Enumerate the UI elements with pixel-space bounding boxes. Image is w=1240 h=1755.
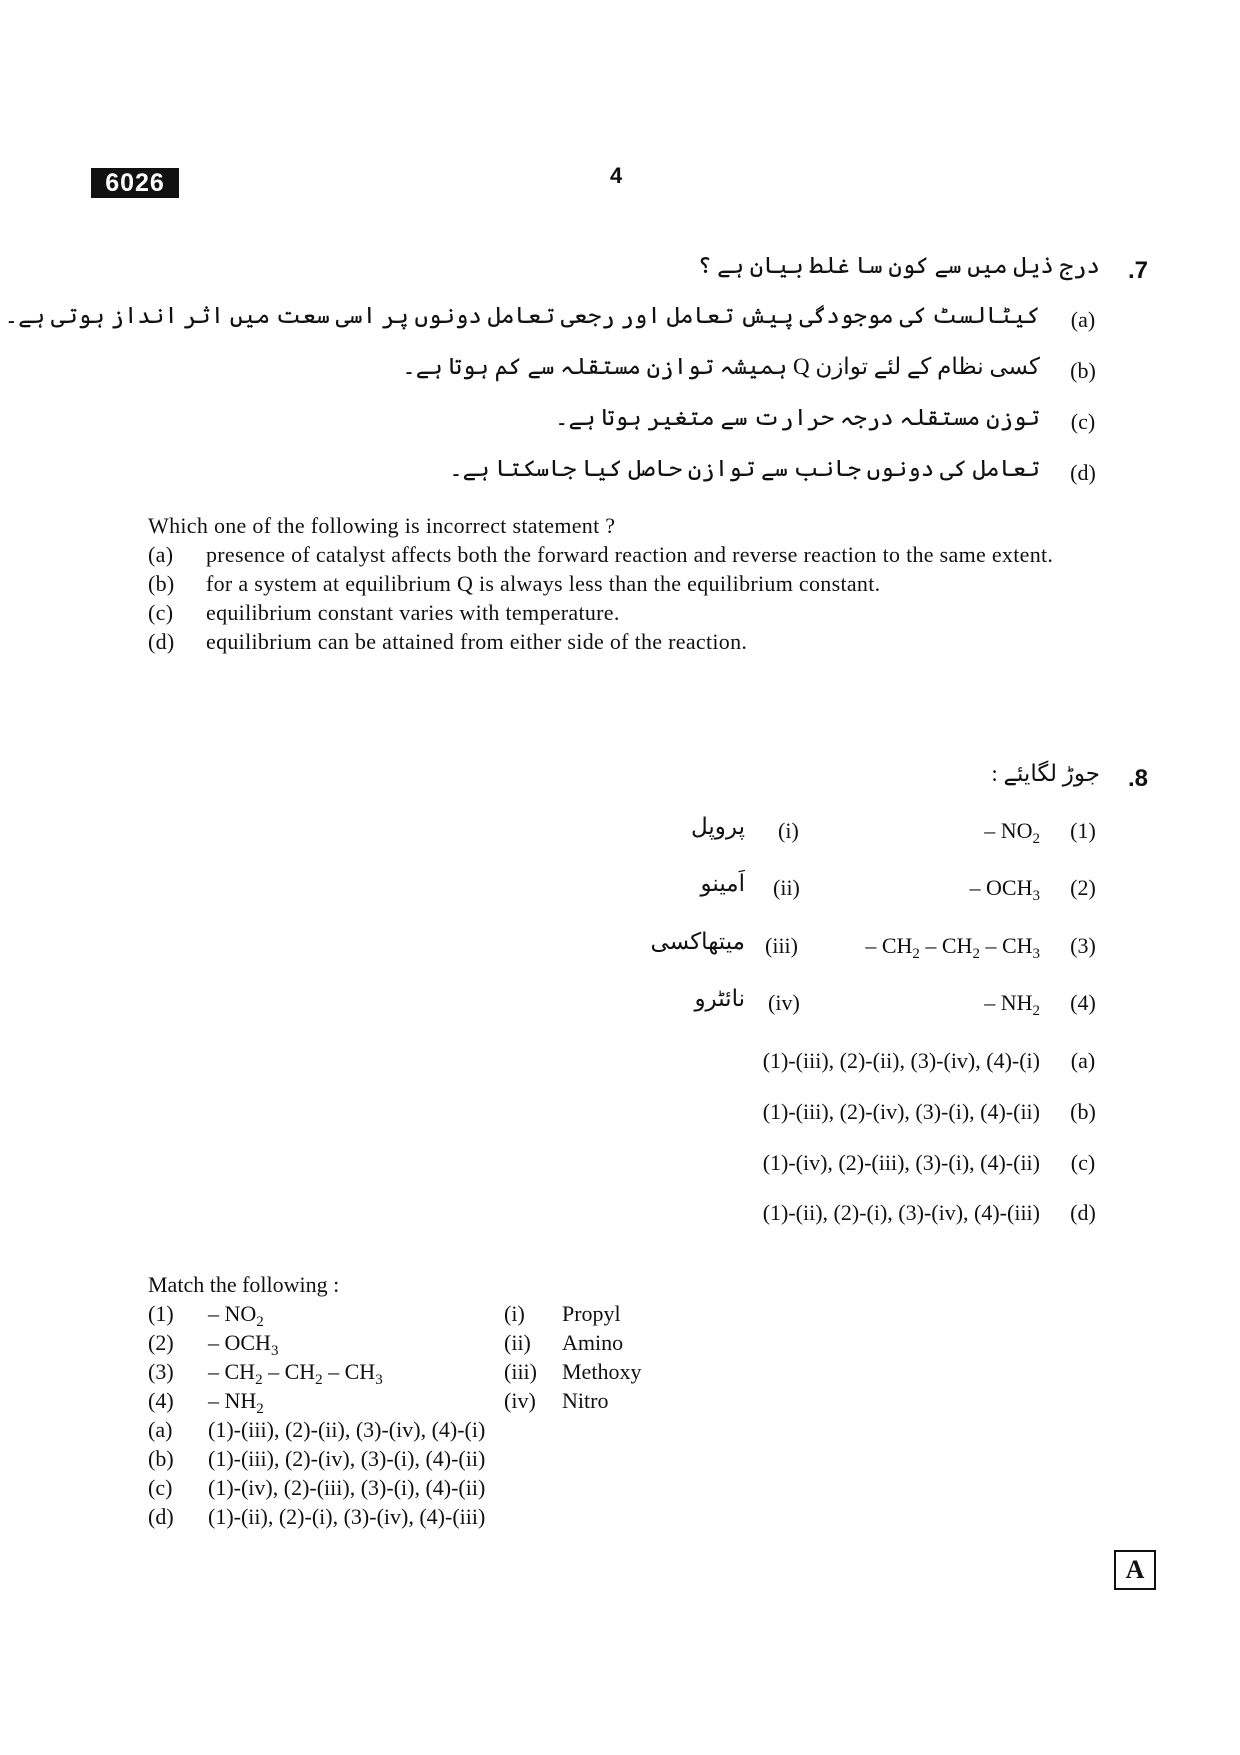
q7-english-question: Which one of the following is incorrect statement ? — [148, 513, 616, 538]
q8-urdu-option-a-label: (a) — [1070, 1048, 1096, 1073]
q8-english-row2-roman: (ii) — [504, 1330, 531, 1355]
page-number: 4 — [610, 163, 623, 188]
q7-urdu-option-a-text: کیٹالسٹ کی موجودگی پیش تعامل اور رجعی تعامل دونوں پر اسی سعت میں اثر انداز ہوتی ہے۔ — [4, 303, 1040, 328]
question-8-number: .8 — [1128, 765, 1149, 792]
q8-english-option-d-label: (d) — [148, 1504, 174, 1529]
q8-urdu-row3-roman: (iii) — [765, 933, 798, 958]
q8-english-question: Match the following : — [148, 1272, 340, 1297]
q8-english-option-c-text: (1)-(iv), (2)-(iii), (3)-(i), (4)-(ii) — [208, 1475, 486, 1500]
q7-english-option-a — [148, 540, 1098, 569]
q7-english-block — [148, 511, 1098, 656]
q7-urdu-option-b-text: کسی نظام کے لئے توازن Q ہمیشہ توازن مستقلہ سے کم ہوتا ہے۔ — [402, 354, 1040, 379]
q8-urdu-row3-group: – $CH_2 - CH_2 - CH_3$ — [865, 933, 1040, 962]
q8-english-option-d-text: (1)-(ii), (2)-(i), (3)-(iv), (4)-(iii) — [208, 1504, 486, 1529]
q7-english-option-c-text: equilibrium constant varies with temperature. — [206, 600, 620, 625]
q8-english-row3-num: (3) — [148, 1359, 174, 1384]
q8-english-option-b — [148, 1446, 668, 1474]
q7-english-option-d-text: equilibrium can be attained from either side of the reaction. — [206, 629, 748, 654]
q8-english-row3-name: Methoxy — [562, 1359, 642, 1384]
q8-english-option-c — [148, 1475, 668, 1503]
q7-urdu-option-d-text: تعامل کی دونوں جانب سے توازن حاصل کیا جاسکتا ہے۔ — [449, 456, 1040, 481]
q8-english-row1-roman: (i) — [504, 1301, 525, 1326]
q7-english-option-c — [148, 598, 1098, 627]
q8-urdu-row4-group: – $NH_2$ — [984, 990, 1040, 1019]
q8-urdu-row1-num: (1) — [1070, 818, 1096, 843]
q8-urdu-row3-name: میتھاکسی — [650, 929, 745, 954]
q7-urdu-option-c-text: توزن مستقلہ درجہ حرارت سے متغیر ہوتا ہے۔ — [555, 405, 1040, 430]
q8-english-row4-num: (4) — [148, 1388, 174, 1413]
q8-english-row1-name: Propyl — [562, 1301, 621, 1326]
q8-urdu-row4-roman: (iv) — [768, 990, 800, 1015]
q7-english-option-d-label: (d) — [148, 629, 175, 654]
q8-english-option-a-label: (a) — [148, 1417, 173, 1442]
q8-english-row1-group: – $NO_2$ — [208, 1301, 264, 1330]
q8-urdu-option-a-text: (1)-(iii), (2)-(ii), (3)-(iv), (4)-(i) — [762, 1048, 1040, 1073]
q8-urdu-row2-name: اَمینو — [700, 871, 745, 896]
q8-urdu-row1-group: – $NO_2$ — [984, 818, 1040, 847]
q8-urdu-option-b-text: (1)-(iii), (2)-(iv), (3)-(i), (4)-(ii) — [762, 1099, 1040, 1124]
q7-urdu-option-c-label: (c) — [1070, 409, 1096, 434]
q7-english-option-d — [148, 627, 1098, 656]
q8-urdu-row2-group: – $OCH_3$ — [969, 875, 1040, 904]
q8-english-option-c-label: (c) — [148, 1475, 173, 1500]
q8-english-option-b-text: (1)-(iii), (2)-(iv), (3)-(i), (4)-(ii) — [208, 1446, 486, 1471]
q8-urdu-option-c-label: (c) — [1070, 1150, 1096, 1175]
q8-english-row3-group: – $CH_2 - CH_2 - CH_3$ — [208, 1359, 383, 1388]
q7-english-option-c-label: (c) — [148, 600, 174, 625]
q8-english-row4 — [148, 1388, 668, 1416]
q7-urdu-option-d-label: (d) — [1070, 460, 1096, 485]
q8-english-option-a-text: (1)-(iii), (2)-(ii), (3)-(iv), (4)-(i) — [208, 1417, 486, 1442]
q8-english-row3 — [148, 1359, 668, 1387]
q7-urdu-option-a-label: (a) — [1070, 307, 1096, 332]
q8-english-row1-num: (1) — [148, 1301, 174, 1326]
q7-urdu-option-b-label: (b) — [1070, 358, 1096, 383]
q8-urdu-row3-num: (3) — [1070, 933, 1096, 958]
question-7-urdu-text: درج ذیل میں سے کون سا غلط بیان ہے ؟ — [697, 253, 1100, 278]
q8-english-row4-group: – $NH_2$ — [208, 1388, 264, 1417]
question-7-number: .7 — [1128, 257, 1149, 284]
q8-urdu-option-c-text: (1)-(iv), (2)-(iii), (3)-(i), (4)-(ii) — [762, 1150, 1040, 1175]
paper-code-badge: 6026 — [91, 168, 179, 198]
q7-english-option-a-label: (a) — [148, 542, 174, 567]
booklet-series-box: A — [1114, 1550, 1156, 1590]
q8-english-row2 — [148, 1330, 668, 1358]
q8-urdu-row1-name: پروپل — [690, 814, 745, 839]
q8-english-row2-name: Amino — [562, 1330, 624, 1355]
q8-english-row2-group: – $OCH_3$ — [208, 1330, 279, 1359]
q8-urdu-row4-name: نائٹرو — [694, 986, 745, 1011]
q7-english-option-b-text: for a system at equilibrium Q is always less than the equilibrium constant. — [206, 571, 881, 596]
q7-english-option-b-label: (b) — [148, 571, 175, 596]
q8-urdu-option-b-label: (b) — [1070, 1099, 1096, 1124]
q8-urdu-row2-num: (2) — [1070, 875, 1096, 900]
q8-english-row1 — [148, 1301, 668, 1329]
q8-english-option-b-label: (b) — [148, 1446, 174, 1471]
question-8-urdu-text: جوڑ لگایئے : — [991, 761, 1100, 786]
q8-english-option-a — [148, 1417, 668, 1445]
q8-english-row4-roman: (iv) — [504, 1388, 536, 1413]
q8-english-option-d — [148, 1504, 668, 1532]
q8-urdu-row4-num: (4) — [1070, 990, 1096, 1015]
q8-urdu-option-d-label: (d) — [1070, 1200, 1096, 1225]
q7-english-option-b — [148, 569, 1098, 598]
q8-english-row2-num: (2) — [148, 1330, 174, 1355]
q8-urdu-row1-roman: (i) — [778, 818, 799, 843]
q8-urdu-row2-roman: (ii) — [773, 875, 800, 900]
q8-english-row3-roman: (iii) — [504, 1359, 537, 1384]
q7-english-option-a-text: presence of catalyst affects both the forward reaction and reverse reaction to the same extent. — [206, 542, 1054, 567]
q8-english-row4-name: Nitro — [562, 1388, 609, 1413]
q8-urdu-option-d-text: (1)-(ii), (2)-(i), (3)-(iv), (4)-(iii) — [762, 1200, 1040, 1225]
